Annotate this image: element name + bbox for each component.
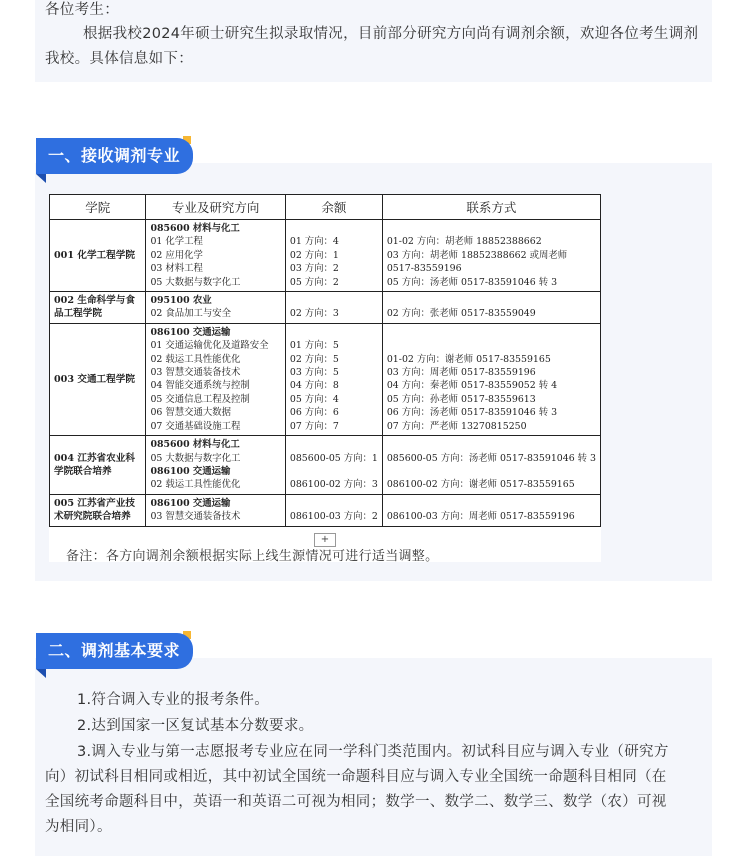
- contact-line: 086100-03 方向：周老师 0517-83559196: [386, 511, 575, 523]
- quota-line: [290, 465, 378, 478]
- table-row: [50, 220, 601, 292]
- major-code: 085600 材料与化工: [150, 439, 240, 451]
- header-quota: 余额: [285, 195, 382, 220]
- college-cell: 002 生命科学与食品工程学院: [50, 292, 146, 324]
- header-college: 学院: [50, 195, 146, 220]
- contact-line: 04 方向：秦老师 0517-83559052 转 4: [386, 380, 558, 392]
- quota-line: 086100-03 方向：2: [289, 511, 378, 523]
- table-note: 备注：各方向调剂余额根据实际上线生源情况可进行适当调整。: [66, 549, 439, 564]
- contact-cell: [382, 323, 600, 435]
- research-direction: 04 智能交通系统与控制: [150, 380, 250, 392]
- college-cell: 003 交通工程学院: [50, 323, 146, 435]
- major-cell: [146, 220, 285, 292]
- quota-cell: [285, 220, 382, 292]
- quota-line: 02 方向：3: [289, 308, 339, 320]
- research-direction: 03 材料工程: [150, 263, 203, 275]
- contact-line: 03 方向：周老师 0517-83559196: [386, 367, 536, 379]
- major-cell: [146, 292, 285, 324]
- quota-cell: [285, 436, 382, 495]
- table-row: [50, 292, 601, 324]
- research-direction: 02 食品加工与安全: [150, 308, 231, 320]
- contact-line: [387, 438, 596, 451]
- quota-line: 02 方向：5: [289, 353, 339, 365]
- quota-line: 03 方向：2: [289, 263, 339, 275]
- table-header-row: [50, 195, 601, 220]
- header-major: 专业及研究方向: [146, 195, 285, 220]
- contact-line: [387, 465, 596, 478]
- table-row: [50, 323, 601, 435]
- research-direction: 01 化学工程: [150, 236, 203, 248]
- quota-line: 085600-05 方向：1: [289, 452, 378, 464]
- quota-line: 02 方向：1: [289, 249, 339, 261]
- section-heading-adjust-majors: 一、接收调剂专业: [36, 138, 193, 174]
- college-cell: 005 江苏省产业技术研究院联合培养: [50, 494, 146, 526]
- contact-line: 03 方向：胡老师 18852388662 或周老师: [386, 249, 568, 261]
- major-code: 085600 材料与化工: [150, 223, 240, 234]
- requirement-item-1: 1.符合调入专业的报考条件。: [77, 692, 270, 708]
- contact-cell: [382, 292, 600, 324]
- contact-cell: [382, 494, 600, 526]
- contact-line: 02 方向：张老师 0517-83559049: [386, 308, 536, 320]
- contact-line: 05 方向：汤老师 0517-83591046 转 3: [386, 276, 558, 288]
- major-code: 086100 交通运输: [150, 326, 231, 338]
- requirement-item-3-line-4: 为相同）。: [45, 819, 112, 835]
- research-direction: 03 智慧交通装备技术: [150, 367, 241, 379]
- contact-line: 085600-05 方向：汤老师 0517-83591046 转 3: [386, 452, 596, 464]
- quota-cell: [285, 323, 382, 435]
- contact-cell: [382, 220, 600, 292]
- research-direction: 02 应用化学: [150, 249, 203, 261]
- contact-line: 0517-83559196: [386, 263, 462, 275]
- contact-line: 06 方向：汤老师 0517-83591046 转 3: [386, 407, 558, 419]
- contact-line: 086100-02 方向：谢老师 0517-83559165: [386, 479, 575, 491]
- section-heading-requirements: 二、调剂基本要求: [36, 633, 193, 669]
- quota-line: [290, 438, 378, 451]
- contact-line: [387, 497, 596, 510]
- contact-line: 01-02 方向：胡老师 18852388662: [386, 236, 542, 248]
- research-direction: 01 交通运输优化及道路安全: [150, 340, 269, 352]
- requirement-item-2: 2.达到国家一区复试基本分数要求。: [77, 718, 314, 734]
- major-cell: [146, 494, 285, 526]
- requirement-item-3-line-3: 全国统考命题科目中，英语一和英语二可视为相同；数学一、数学二、数学三、数学（农）可视: [45, 794, 667, 810]
- table-row: [50, 436, 601, 495]
- intro-panel: [35, 0, 712, 82]
- adjust-table-image: [49, 194, 601, 562]
- contact-line: [387, 339, 596, 352]
- quota-line: 04 方向：8: [289, 380, 339, 392]
- greeting: 各位考生：: [45, 2, 119, 18]
- college-cell: 001 化学工程学院: [50, 220, 146, 292]
- requirement-item-3-line-1: 3.调入专业与第一志愿报考专业应在同一学科门类范围内。初试科目应与调入专业（研究方: [77, 744, 669, 760]
- quota-line: 06 方向：6: [289, 407, 339, 419]
- research-direction: 05 大数据与数字化工: [150, 452, 241, 464]
- table-row: [50, 494, 601, 526]
- contact-line: [387, 326, 596, 339]
- contact-line: 01-02 方向：谢老师 0517-83559165: [386, 353, 551, 365]
- expand-table-button[interactable]: +: [314, 533, 336, 547]
- quota-line: [290, 222, 378, 235]
- research-direction: 05 交通信息工程及控制: [150, 393, 250, 405]
- research-direction: 03 智慧交通装备技术: [150, 511, 241, 523]
- research-direction: 06 智慧交通大数据: [150, 407, 231, 419]
- major-code: 086100 交通运输: [150, 497, 231, 509]
- quota-cell: [285, 494, 382, 526]
- contact-line: 07 方向：严老师 13270815250: [386, 420, 527, 432]
- quota-line: 086100-02 方向：3: [289, 479, 378, 491]
- quota-line: 01 方向：4: [289, 236, 339, 248]
- research-direction: 02 载运工具性能优化: [150, 479, 241, 491]
- quota-line: [290, 497, 378, 510]
- major-code: 095100 农业: [150, 295, 212, 307]
- research-direction: 07 交通基础设施工程: [150, 420, 241, 432]
- contact-line: [387, 222, 596, 235]
- header-contact: 联系方式: [382, 195, 600, 220]
- contact-cell: [382, 436, 600, 495]
- quota-line: 05 方向：4: [289, 393, 339, 405]
- research-direction: 05 大数据与数字化工: [150, 276, 241, 288]
- major-code: 086100 交通运输: [150, 465, 231, 477]
- quota-cell: [285, 292, 382, 324]
- major-cell: [146, 323, 285, 435]
- major-cell: [146, 436, 285, 495]
- requirement-item-3-line-2: 向）初试科目相同或相近，其中初试全国统一命题科目应与调入专业全国统一命题科目相同（在: [45, 769, 667, 785]
- quota-line: 03 方向：5: [289, 367, 339, 379]
- quota-line: 07 方向：7: [289, 420, 339, 432]
- section-requirements-panel: [35, 658, 712, 856]
- contact-line: [387, 294, 596, 307]
- research-direction: 02 载运工具性能优化: [150, 353, 241, 365]
- contact-line: 05 方向：孙老师 0517-83559613: [386, 393, 536, 405]
- adjust-table: [49, 194, 601, 527]
- quota-line: [290, 294, 378, 307]
- quota-line: 05 方向：2: [289, 276, 339, 288]
- quota-line: [290, 326, 378, 339]
- quota-line: 01 方向：5: [289, 340, 339, 352]
- intro-paragraph: 根据我校2024年硕士研究生拟录取情况，目前部分研究方向尚有调剂余额，欢迎各位考生调剂我校。具体信息如下：: [45, 26, 699, 67]
- college-cell: 004 江苏省农业科学院联合培养: [50, 436, 146, 495]
